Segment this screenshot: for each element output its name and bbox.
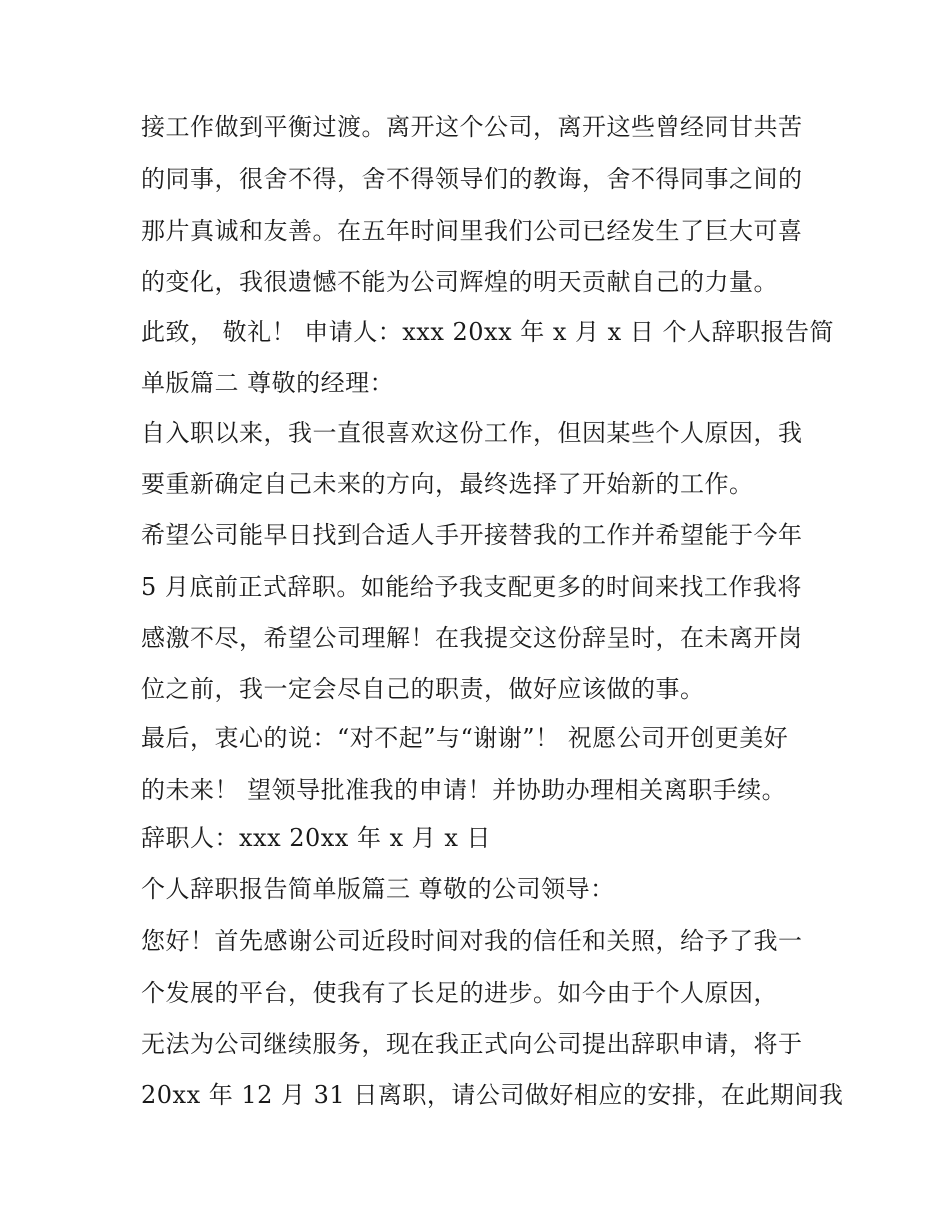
text-line: 自入职以来，我一直很喜欢这份工作，但因某些个人原因，我 <box>141 419 803 447</box>
text-line: 您好！首先感谢公司近段时间对我的信任和关照，给予了我一 <box>141 927 803 955</box>
text-line: 要重新确定自己未来的方向，最终选择了开始新的工作。 <box>141 470 754 498</box>
text-line: 单版篇二 尊敬的经理： <box>141 369 395 397</box>
text-line: 位之前，我一定会尽自己的职责，做好应该做的事。 <box>141 675 705 703</box>
text-line: 感激不尽，希望公司理解！在我提交这份辞呈时，在未离开岗 <box>141 624 803 652</box>
text-line: 的变化，我很遗憾不能为公司辉煌的明天贡献自己的力量。 <box>141 268 778 296</box>
text-line: 那片真诚和友善。在五年时间里我们公司已经发生了巨大可喜 <box>141 217 803 245</box>
text-line: 最后，衷心的说：“对不起”与“谢谢”！ 祝愿公司开创更美好 <box>141 724 789 752</box>
text-line: 此致， 敬礼！ 申请人：xxx 20xx 年 x 月 x 日 个人辞职报告简 <box>141 318 834 346</box>
text-line: 的未来！ 望领导批准我的申请！并协助办理相关离职手续。 <box>141 776 787 804</box>
text-line: 的同事，很舍不得，舍不得领导们的教诲，舍不得同事之间的 <box>141 165 803 193</box>
text-line: 无法为公司继续服务，现在我正式向公司提出辞职申请，将于 <box>141 1030 803 1058</box>
text-line: 5 月底前正式辞职。如能给予我支配更多的时间来找工作我将 <box>141 573 802 601</box>
text-line: 个人辞职报告简单版篇三 尊敬的公司领导： <box>141 875 615 903</box>
text-line: 辞职人：xxx 20xx 年 x 月 x 日 <box>141 824 492 852</box>
text-line: 20xx 年 12 月 31 日离职，请公司做好相应的安排，在此期间我 <box>141 1081 844 1109</box>
text-line: 希望公司能早日找到合适人手开接替我的工作并希望能于今年 <box>141 521 803 549</box>
text-line: 个发展的平台，使我有了长足的进步。如今由于个人原因， <box>141 979 778 1007</box>
text-line: 接工作做到平衡过渡。离开这个公司，离开这些曾经同甘共苦 <box>141 113 803 141</box>
